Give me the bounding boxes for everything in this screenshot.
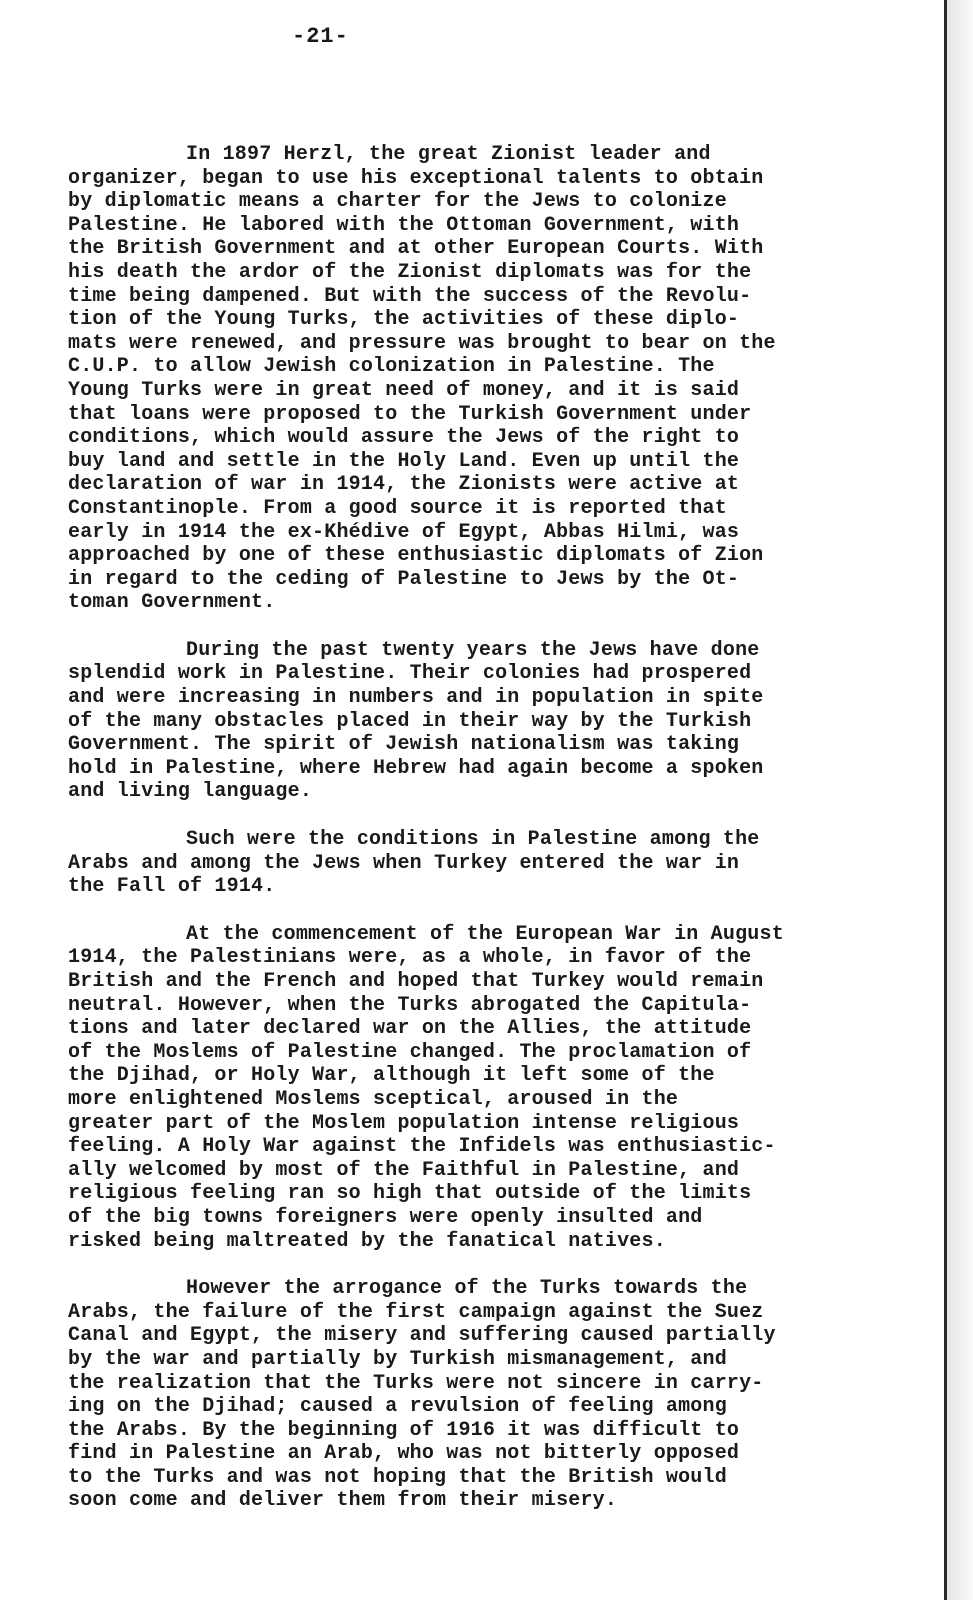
page-edge-shadow xyxy=(947,0,973,1600)
body-text xyxy=(68,143,928,1537)
paragraph-revulsion: However the arrogance of the Turks towards the Arabs, the failure of the first campaign against the Suez Canal and Egypt, the misery and suffering caused partially by the war and partially by Turkish mismanagement, and the realization that the Turks were not sincere in carry- ing on the Djihad; caused a revulsion of feeling among the Arabs. By the beginning of 1916 it was difficult to find in Palestine an Arab, who was not bitterly opposed to the Turks and was not hoping that the British would soon come and deliver them from their misery. xyxy=(68,1277,776,1513)
paragraph-jewish-work: During the past twenty years the Jews have done splendid work in Palestine. Their colonies had prospered and were increasing in numbers and in population in spite of the many obstacles placed in their way by the Turkish Government. The spirit of Jewish nationalism was taking hold in Palestine, where Hebrew had again become a spoken and living language. xyxy=(68,638,764,804)
paragraph-conditions: Such were the conditions in Palestine among the Arabs and among the Jews when Turkey entered the war in the Fall of 1914. xyxy=(68,828,760,899)
page-number: -21- xyxy=(292,24,349,49)
paragraph-herzl: In 1897 Herzl, the great Zionist leader and organizer, began to use his exceptional talents to obtain by diplomatic means a charter for the Jews to colonize Palestine. He labored with the Ottoman Government, with the British Government and at other European Courts. With his death the ardor of the Zionist diplomats was for the time being dampened. But with the success of the Revolu- tion of the Young Turks, the activities of these diplo- mats were renewed, and pressure was brought to bear on the C.U.P. to allow Jewish colonization in Palestine. The Young Turks were in great need of money, and it is said that loans were proposed to the Turkish Government under conditions, which would assure the Jews of the right to buy land and settle in the Holy Land. Even up until the declaration of war in 1914, the Zionists were active at Constantinople. From a good source it is reported that early in 1914 the ex-Khédive of Egypt, Abbas Hilmi, was approached by one of these enthusiastic diplomats of Zion in regard to the ceding of Palestine to Jews by the Ot- toman Government. xyxy=(68,143,776,615)
paragraph-war-commencement: At the commencement of the European War in August 1914, the Palestinians were, as a whole, in favor of the British and the French and hoped that Turkey would remain neutral. However, when the Turks abrogated the Capitula- tions and later declared war on the Allies, the attitude of the Moslems of Palestine changed. The proclamation of the Djihad, or Holy War, although it left some of the more enlightened Moslems sceptical, aroused in the greater part of the Moslem population intense religious feeling. A Holy War against the Infidels was enthusiastic- ally welcomed by most of the Faithful in Palestine, and religious feeling ran so high that outside of the limits of the big towns foreigners were openly insulted and risked being maltreated by the fanatical natives. xyxy=(68,922,784,1253)
